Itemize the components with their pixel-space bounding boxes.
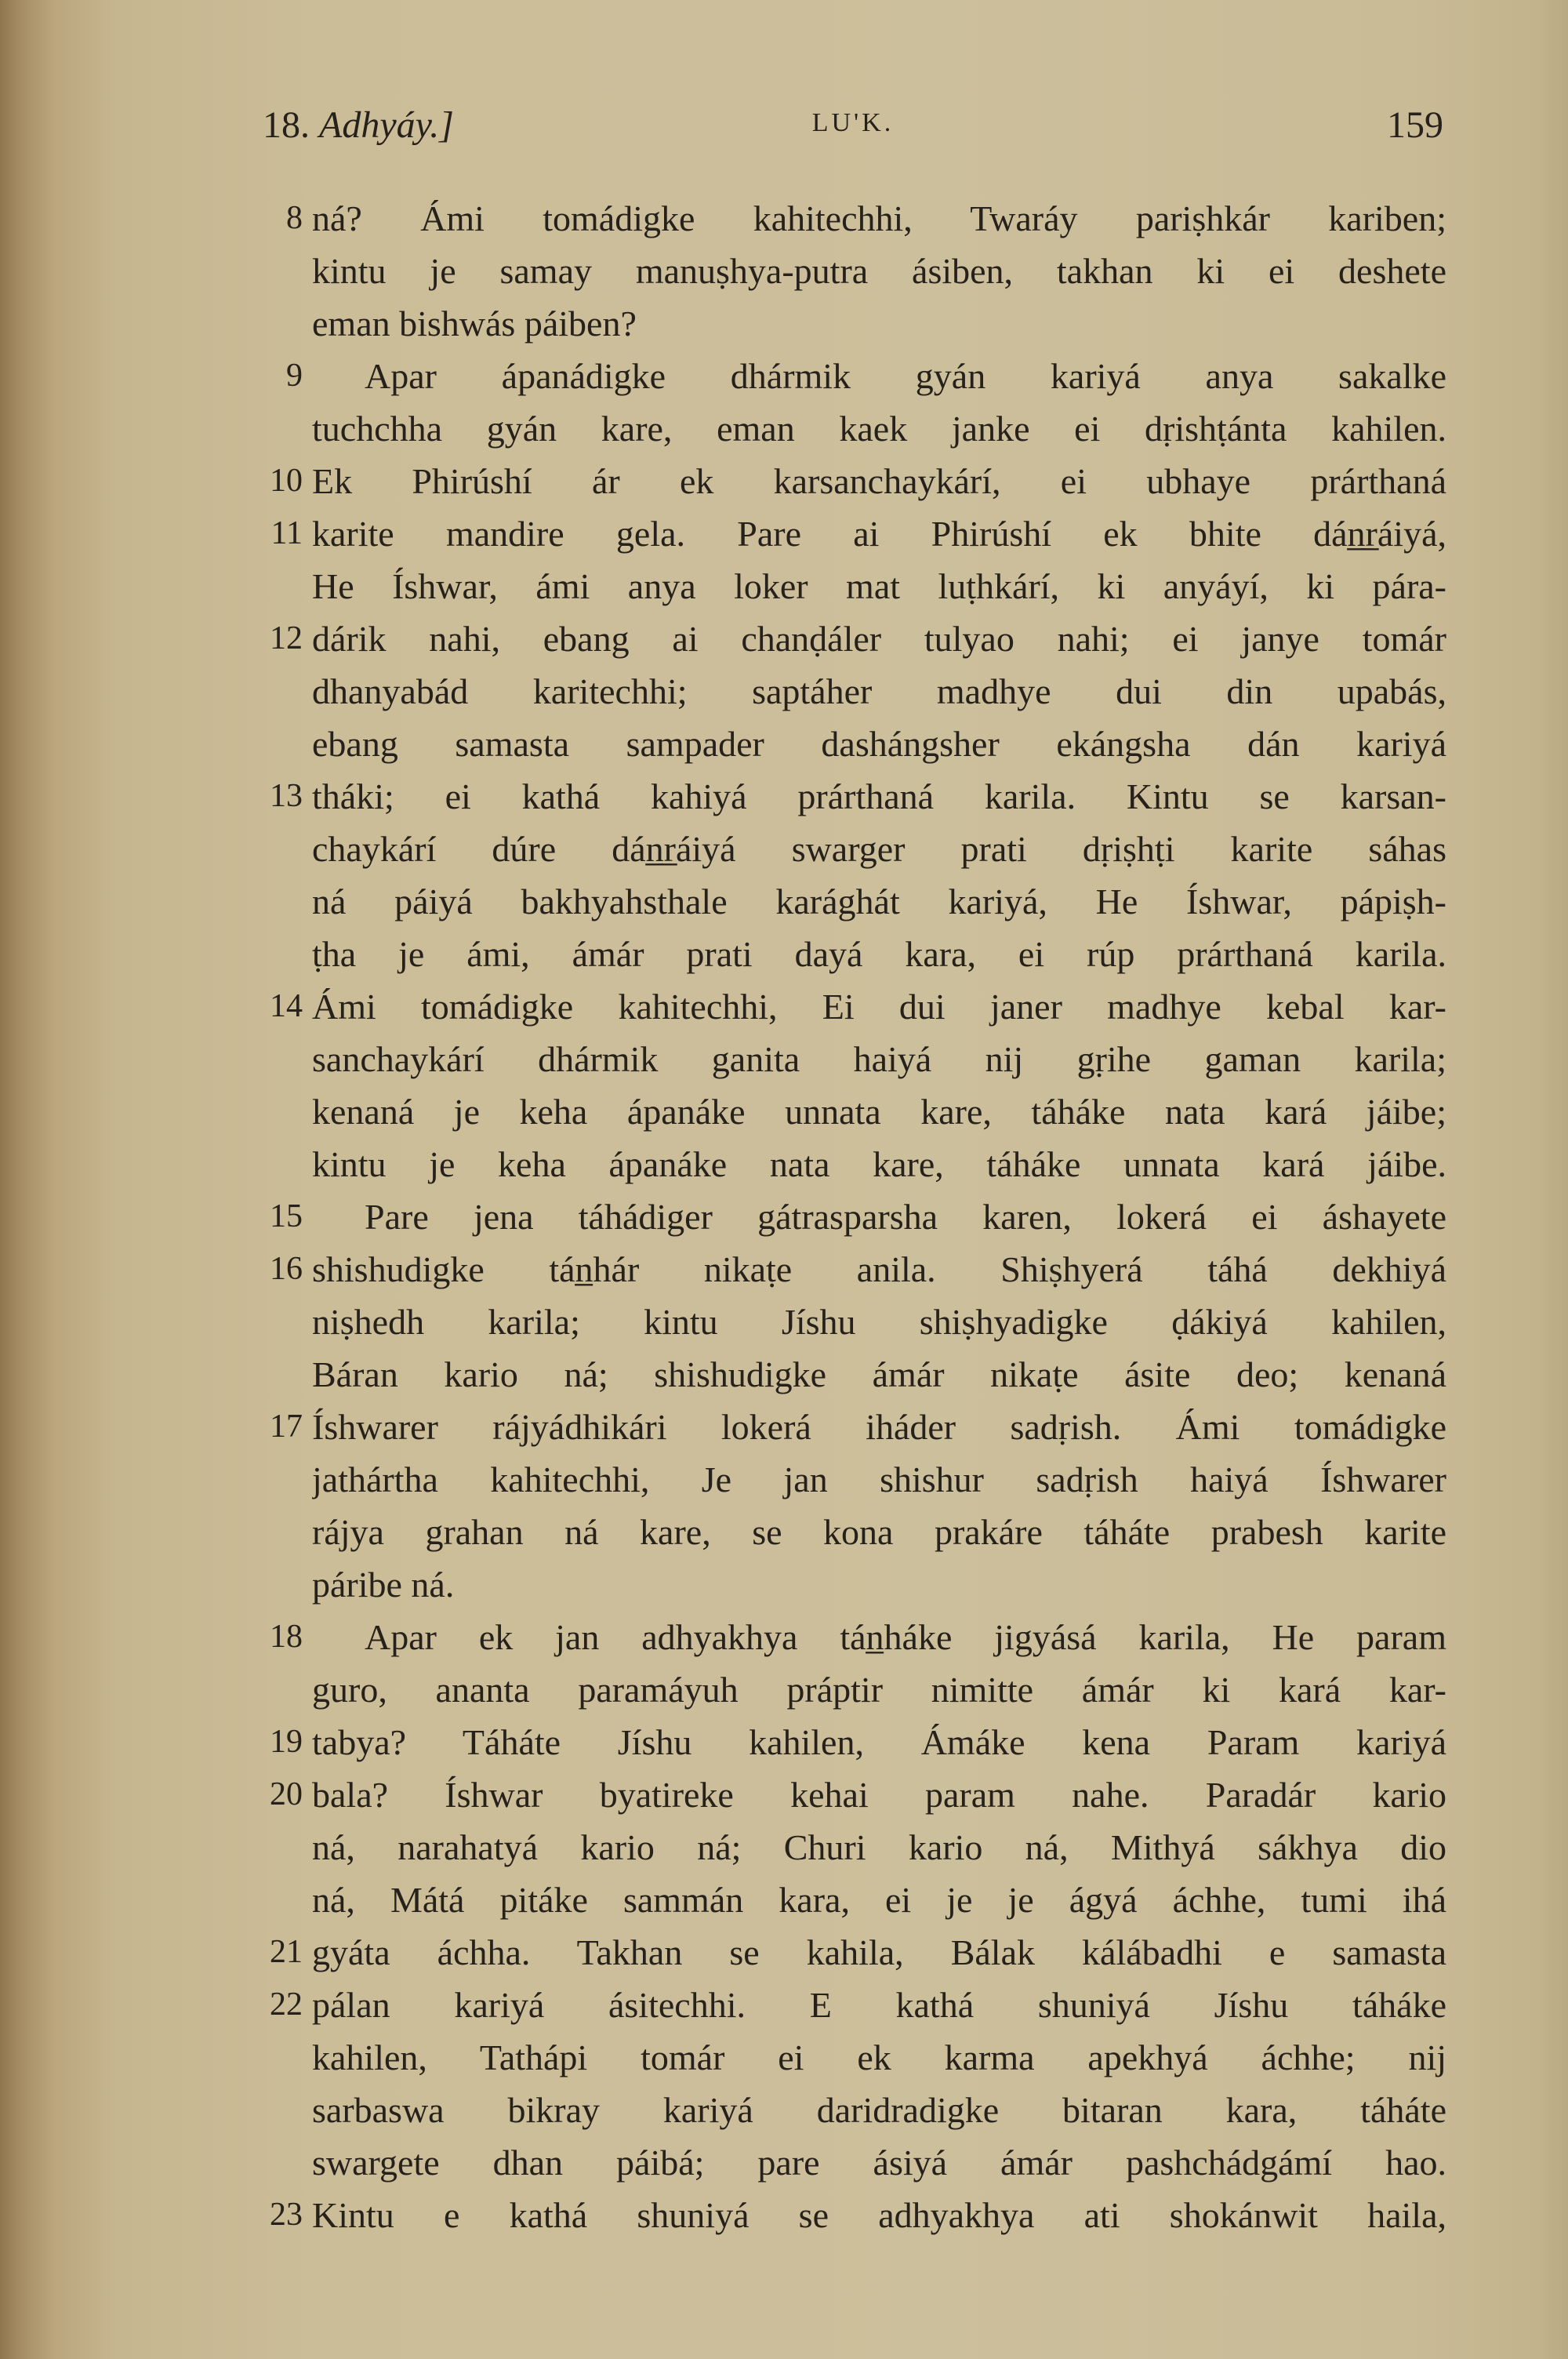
page-number: 159 (1387, 104, 1443, 146)
line-text: kahilen, Tathápi tomár ei ek karma apekhyá áchhe; nij (312, 2037, 1446, 2077)
running-header (263, 104, 1443, 151)
line-text: guro, ananta paramáyuh práptir nimitte ámár ki kará kar- (312, 1670, 1446, 1710)
line-text: páribe ná. (312, 1565, 455, 1605)
text-line (251, 875, 1446, 928)
text-line (251, 928, 1446, 980)
line-text: ná? Ámi tomádigke kahitechhi, Twaráy pariṣhkár kariben; (312, 198, 1446, 238)
text-line (251, 718, 1446, 770)
text-line (251, 507, 1446, 560)
chapter-word: Adhyáy.] (319, 104, 454, 146)
verse-number: 22 (270, 1986, 303, 2023)
verse-number: 21 (270, 1934, 303, 1970)
verse-number: 8 (286, 200, 303, 236)
text-line (251, 560, 1446, 612)
text-line (251, 1979, 1446, 2031)
verse-number: 15 (270, 1198, 303, 1234)
line-text: sarbaswa bikray kariyá daridradigke bitaran kara, táháte (312, 2090, 1446, 2130)
line-text: dárik nahi, ebang ai chanḍáler tulyao nahi; ei janye tomár (312, 619, 1446, 659)
line-text: ná páiyá bakhyahsthale karághát kariyá, He Íshwar, pápiṣh- (312, 881, 1446, 921)
line-text: kintu je samay manuṣhya-putra ásiben, takhan ki ei deshete (312, 251, 1446, 291)
text-line (251, 1085, 1446, 1138)
text-line (251, 455, 1446, 507)
text-line (251, 980, 1446, 1033)
verse-number: 23 (270, 2197, 303, 2233)
line-text: tuchchha gyán kare, eman kaek janke ei dṛishṭánta kahilen. (312, 409, 1446, 449)
text-line (251, 1926, 1446, 1979)
line-text: ṭha je ámi, ámár prati dayá kara, ei rúp prárthaná karila. (312, 934, 1446, 974)
line-text: dhanyabád karitechhi; saptáher madhye dui din upabás, (312, 671, 1446, 711)
line-text: sanchaykárí dhármik ganita haiyá nij gṛihe gaman karila; (312, 1039, 1446, 1079)
line-text: bala? Íshwar byatireke kehai param nahe. Paradár kario (312, 1775, 1446, 1815)
line-text: niṣhedh karila; kintu Jíshu shiṣhyadigke ḍákiyá kahilen, (312, 1302, 1446, 1342)
line-text: Báran kario ná; shishudigke ámár nikaṭe ásite deo; kenaná (312, 1354, 1446, 1394)
book-title: LU'K. (811, 108, 895, 137)
text-line (251, 2084, 1446, 2136)
text-line (251, 770, 1446, 823)
chapter-number: 18. (263, 104, 310, 146)
verse-number: 10 (270, 463, 303, 499)
text-line (251, 1348, 1446, 1401)
line-text: swargete dhan páibá; pare ásiyá ámár pashchádgámí hao. (312, 2143, 1446, 2183)
text-line (251, 1821, 1446, 1874)
text-line (251, 1033, 1446, 1085)
line-text: chaykárí dúre dán̲r̲áiyá swarger prati dṛiṣhṭi karite sáhas (312, 829, 1446, 869)
line-text: ná, narahatyá kario ná; Churi kario ná, Mithyá sákhya dio (312, 1827, 1446, 1867)
line-text: kintu je keha ápanáke nata kare, táháke unnata kará jáibe. (312, 1144, 1446, 1184)
verse-number: 18 (270, 1619, 303, 1655)
line-text: eman bishwás páiben? (312, 304, 637, 343)
text-line (251, 1401, 1446, 1453)
line-text: pálan kariyá ásitechhi. E kathá shuniyá Jíshu táháke (312, 1985, 1446, 2025)
text-line (251, 1190, 1446, 1243)
line-text: Íshwarer rájyádhikári lokerá iháder sadṛish. Ámi tomádigke (312, 1407, 1446, 1447)
line-text: Apar ek jan adhyakhya tán̲háke jigyásá karila, He param (365, 1617, 1446, 1657)
line-text: rájya grahan ná kare, se kona prakáre táháte prabesh karite (312, 1512, 1446, 1552)
text-line (251, 2136, 1446, 2189)
verse-number: 9 (286, 358, 303, 394)
line-text: kenaná je keha ápanáke unnata kare, táháke nata kará jáibe; (312, 1092, 1446, 1132)
verse-number: 16 (270, 1251, 303, 1287)
line-text: ná, Mátá pitáke sammán kara, ei je je ágyá áchhe, tumi ihá (312, 1880, 1446, 1920)
text-line (251, 350, 1446, 402)
text-line (251, 2031, 1446, 2084)
text-line (251, 245, 1446, 297)
text-line (251, 2189, 1446, 2241)
line-text: He Íshwar, ámi anya loker mat luṭhkárí, ki anyáyí, ki pára- (312, 566, 1446, 606)
verse-number: 14 (270, 988, 303, 1024)
verse-number: 17 (270, 1408, 303, 1445)
verse-number: 13 (270, 778, 303, 814)
line-text: tabya? Táháte Jíshu kahilen, Ámáke kena Param kariyá (312, 1722, 1446, 1762)
text-line (251, 192, 1446, 245)
text-line (251, 1558, 1446, 1611)
line-text: karite mandire gela. Pare ai Phirúshí ek bhite dán̲r̲áiyá, (312, 514, 1446, 554)
text-line (251, 665, 1446, 718)
line-text: jathártha kahitechhi, Je jan shishur sadṛish haiyá Íshwarer (312, 1459, 1446, 1499)
page-body (251, 192, 1446, 2241)
verse-number: 19 (270, 1724, 303, 1760)
line-text: Ámi tomádigke kahitechhi, Ei dui janer madhye kebal kar- (312, 987, 1446, 1027)
text-line (251, 1138, 1446, 1190)
line-text: Pare jena táhádiger gátrasparsha karen, lokerá ei áshayete (365, 1197, 1446, 1237)
text-line (251, 1768, 1446, 1821)
text-line (251, 1663, 1446, 1716)
text-line (251, 1243, 1446, 1296)
line-text: Apar ápanádigke dhármik gyán kariyá anya sakalke (365, 356, 1446, 396)
text-line (251, 402, 1446, 455)
text-line (251, 297, 1446, 350)
line-text: gyáta áchha. Takhan se kahila, Bálak kálábadhi e samasta (312, 1932, 1446, 1972)
text-line (251, 1506, 1446, 1558)
verse-number: 12 (270, 620, 303, 656)
line-text: tháki; ei kathá kahiyá prárthaná karila. Kintu se karsan- (312, 776, 1446, 816)
text-line (251, 612, 1446, 665)
line-text: shishudigke tán̲hár nikaṭe anila. Shiṣhyerá táhá dekhiyá (312, 1249, 1446, 1289)
line-text: ebang samasta sampader dashángsher ekángsha dán kariyá (312, 724, 1446, 764)
text-line (251, 1296, 1446, 1348)
text-line (251, 823, 1446, 875)
line-text: Ek Phirúshí ár ek karsanchaykárí, ei ubhaye prárthaná (312, 461, 1446, 501)
verse-number: 20 (270, 1776, 303, 1812)
text-line (251, 1716, 1446, 1768)
line-text: Kintu e kathá shuniyá se adhyakhya ati shokánwit haila, (312, 2195, 1446, 2235)
text-line (251, 1611, 1446, 1663)
text-line (251, 1874, 1446, 1926)
verse-number: 11 (270, 515, 303, 551)
text-line (251, 1453, 1446, 1506)
